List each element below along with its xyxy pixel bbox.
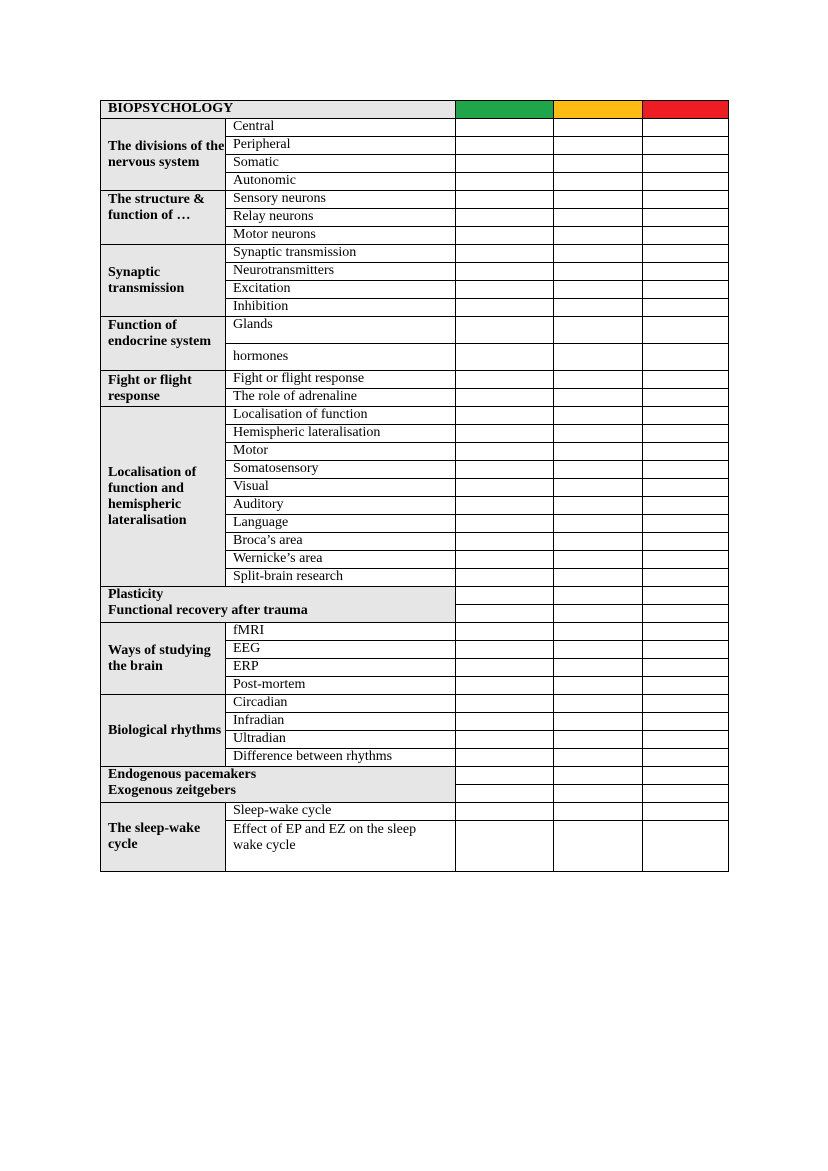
green-check-cell[interactable] (456, 479, 554, 497)
green-check-cell[interactable] (456, 533, 554, 551)
item-cell: Excitation (226, 281, 456, 299)
item-cell: Central (226, 119, 456, 137)
amber-check-cell[interactable] (554, 137, 643, 155)
green-check-cell[interactable] (456, 317, 554, 344)
green-check-cell[interactable] (456, 749, 554, 767)
green-check-cell[interactable] (456, 785, 554, 803)
category-line: Plasticity (108, 587, 164, 602)
green-check-cell[interactable] (456, 245, 554, 263)
red-check-cell[interactable] (643, 749, 729, 767)
item-cell: Infradian (226, 713, 456, 731)
amber-check-cell[interactable] (554, 515, 643, 533)
green-check-cell[interactable] (456, 227, 554, 245)
amber-check-cell[interactable] (554, 623, 643, 641)
category-line: Endogenous pacemakers (108, 767, 257, 782)
green-check-cell[interactable] (456, 209, 554, 227)
green-check-cell[interactable] (456, 281, 554, 299)
red-check-cell[interactable] (643, 119, 729, 137)
red-check-cell[interactable] (643, 425, 729, 443)
red-check-cell[interactable] (643, 461, 729, 479)
amber-check-cell[interactable] (554, 299, 643, 317)
amber-check-cell[interactable] (554, 587, 643, 605)
amber-check-cell[interactable] (554, 605, 643, 623)
green-check-cell[interactable] (456, 173, 554, 191)
item-cell: Sleep-wake cycle (226, 803, 456, 821)
amber-check-cell[interactable] (554, 497, 643, 515)
red-check-cell[interactable] (643, 785, 729, 803)
red-check-cell[interactable] (643, 389, 729, 407)
red-check-cell[interactable] (643, 587, 729, 605)
amber-check-cell[interactable] (554, 443, 643, 461)
green-check-cell[interactable] (456, 443, 554, 461)
red-check-cell[interactable] (643, 443, 729, 461)
item-cell: Motor (226, 443, 456, 461)
red-check-cell[interactable] (643, 479, 729, 497)
amber-check-cell[interactable] (554, 713, 643, 731)
green-check-cell[interactable] (456, 551, 554, 569)
item-cell: Effect of EP and EZ on the sleep wake cycle (226, 821, 456, 872)
amber-check-cell[interactable] (554, 767, 643, 785)
amber-header-cell (554, 101, 643, 119)
red-check-cell[interactable] (643, 533, 729, 551)
red-check-cell[interactable] (643, 155, 729, 173)
green-check-cell[interactable] (456, 137, 554, 155)
red-check-cell[interactable] (643, 551, 729, 569)
item-cell: Sensory neurons (226, 191, 456, 209)
amber-check-cell[interactable] (554, 407, 643, 425)
amber-check-cell[interactable] (554, 371, 643, 389)
item-cell: EEG (226, 641, 456, 659)
category-cell: Fight or flight response (101, 371, 226, 407)
table-row (101, 407, 729, 425)
red-check-cell[interactable] (643, 641, 729, 659)
amber-check-cell[interactable] (554, 749, 643, 767)
topic-checklist-table (100, 100, 729, 872)
category-cell: The divisions of the nervous system (101, 119, 226, 191)
green-check-cell[interactable] (456, 641, 554, 659)
amber-check-cell[interactable] (554, 209, 643, 227)
item-cell: Circadian (226, 695, 456, 713)
green-check-cell[interactable] (456, 659, 554, 677)
item-cell: Broca’s area (226, 533, 456, 551)
amber-check-cell[interactable] (554, 119, 643, 137)
green-check-cell[interactable] (456, 191, 554, 209)
amber-check-cell[interactable] (554, 191, 643, 209)
category-cell: Localisation of function and hemispheric lateralisation (101, 407, 226, 587)
red-check-cell[interactable] (643, 497, 729, 515)
green-check-cell[interactable] (456, 497, 554, 515)
item-cell: Autonomic (226, 173, 456, 191)
green-check-cell[interactable] (456, 677, 554, 695)
table-row (101, 695, 729, 713)
green-header-cell (456, 101, 554, 119)
amber-check-cell[interactable] (554, 551, 643, 569)
red-check-cell[interactable] (643, 371, 729, 389)
amber-check-cell[interactable] (554, 479, 643, 497)
green-check-cell[interactable] (456, 623, 554, 641)
red-check-cell[interactable] (643, 821, 729, 872)
green-check-cell[interactable] (456, 407, 554, 425)
amber-check-cell[interactable] (554, 155, 643, 173)
item-cell: Motor neurons (226, 227, 456, 245)
category-cell: Synaptic transmission (101, 245, 226, 317)
amber-check-cell[interactable] (554, 695, 643, 713)
amber-check-cell[interactable] (554, 425, 643, 443)
green-check-cell[interactable] (456, 803, 554, 821)
green-check-cell[interactable] (456, 344, 554, 371)
red-check-cell[interactable] (643, 344, 729, 371)
category-cell: The sleep-wake cycle (101, 803, 226, 872)
category-cell: Ways of studying the brain (101, 623, 226, 695)
red-check-cell[interactable] (643, 137, 729, 155)
amber-check-cell[interactable] (554, 281, 643, 299)
amber-check-cell[interactable] (554, 227, 643, 245)
item-cell: Language (226, 515, 456, 533)
item-cell: Ultradian (226, 731, 456, 749)
red-check-cell[interactable] (643, 227, 729, 245)
table-title: BIOPSYCHOLOGY (101, 101, 456, 119)
category-cell: The structure & function of … (101, 191, 226, 245)
table-row (101, 587, 729, 605)
amber-check-cell[interactable] (554, 389, 643, 407)
green-check-cell[interactable] (456, 821, 554, 872)
item-cell: Difference between rhythms (226, 749, 456, 767)
item-cell: Fight or flight response (226, 371, 456, 389)
red-check-cell[interactable] (643, 191, 729, 209)
red-check-cell[interactable] (643, 677, 729, 695)
red-check-cell[interactable] (643, 209, 729, 227)
item-cell: Peripheral (226, 137, 456, 155)
amber-check-cell[interactable] (554, 533, 643, 551)
amber-check-cell[interactable] (554, 803, 643, 821)
table-row (101, 623, 729, 641)
red-check-cell[interactable] (643, 713, 729, 731)
amber-check-cell[interactable] (554, 731, 643, 749)
amber-check-cell[interactable] (554, 344, 643, 371)
item-cell: fMRI (226, 623, 456, 641)
table-row (101, 371, 729, 389)
item-cell: Inhibition (226, 299, 456, 317)
category-cell: Function of endocrine system (101, 317, 226, 371)
amber-check-cell[interactable] (554, 461, 643, 479)
item-cell: Somatosensory (226, 461, 456, 479)
item-cell: Hemispheric lateralisation (226, 425, 456, 443)
category-line: Functional recovery after trauma (108, 603, 308, 618)
red-check-cell[interactable] (643, 245, 729, 263)
item-cell: Relay neurons (226, 209, 456, 227)
category-cell (101, 587, 456, 623)
table-row (101, 767, 729, 785)
item-cell: Auditory (226, 497, 456, 515)
green-check-cell[interactable] (456, 389, 554, 407)
red-check-cell[interactable] (643, 515, 729, 533)
red-check-cell[interactable] (643, 173, 729, 191)
green-check-cell[interactable] (456, 119, 554, 137)
item-cell: Visual (226, 479, 456, 497)
red-check-cell[interactable] (643, 605, 729, 623)
green-check-cell[interactable] (456, 587, 554, 605)
red-check-cell[interactable] (643, 767, 729, 785)
table-row (101, 191, 729, 209)
red-check-cell[interactable] (643, 695, 729, 713)
item-cell: Neurotransmitters (226, 263, 456, 281)
amber-check-cell[interactable] (554, 677, 643, 695)
green-check-cell[interactable] (456, 695, 554, 713)
item-cell: Localisation of function (226, 407, 456, 425)
red-check-cell[interactable] (643, 623, 729, 641)
red-check-cell[interactable] (643, 407, 729, 425)
category-cell (101, 767, 456, 803)
amber-check-cell[interactable] (554, 317, 643, 344)
red-check-cell[interactable] (643, 803, 729, 821)
amber-check-cell[interactable] (554, 659, 643, 677)
green-check-cell[interactable] (456, 515, 554, 533)
green-check-cell[interactable] (456, 461, 554, 479)
red-header-cell (643, 101, 729, 119)
category-cell: Biological rhythms (101, 695, 226, 767)
green-check-cell[interactable] (456, 263, 554, 281)
green-check-cell[interactable] (456, 371, 554, 389)
table-row (101, 317, 729, 344)
table-row (101, 803, 729, 821)
item-cell: Split-brain research (226, 569, 456, 587)
item-cell: The role of adrenaline (226, 389, 456, 407)
green-check-cell[interactable] (456, 299, 554, 317)
item-cell: Glands (226, 317, 456, 344)
item-cell: Synaptic transmission (226, 245, 456, 263)
item-cell: Somatic (226, 155, 456, 173)
header-row (101, 101, 729, 119)
item-cell: hormones (226, 344, 456, 371)
red-check-cell[interactable] (643, 299, 729, 317)
category-line: Exogenous zeitgebers (108, 783, 236, 798)
green-check-cell[interactable] (456, 425, 554, 443)
green-check-cell[interactable] (456, 605, 554, 623)
amber-check-cell[interactable] (554, 569, 643, 587)
amber-check-cell[interactable] (554, 785, 643, 803)
red-check-cell[interactable] (643, 731, 729, 749)
amber-check-cell[interactable] (554, 245, 643, 263)
amber-check-cell[interactable] (554, 641, 643, 659)
green-check-cell[interactable] (456, 767, 554, 785)
amber-check-cell[interactable] (554, 263, 643, 281)
amber-check-cell[interactable] (554, 173, 643, 191)
green-check-cell[interactable] (456, 155, 554, 173)
red-check-cell[interactable] (643, 317, 729, 344)
red-check-cell[interactable] (643, 263, 729, 281)
red-check-cell[interactable] (643, 281, 729, 299)
table-row (101, 119, 729, 137)
red-check-cell[interactable] (643, 659, 729, 677)
green-check-cell[interactable] (456, 731, 554, 749)
green-check-cell[interactable] (456, 569, 554, 587)
item-cell: ERP (226, 659, 456, 677)
green-check-cell[interactable] (456, 713, 554, 731)
item-cell: Post-mortem (226, 677, 456, 695)
red-check-cell[interactable] (643, 569, 729, 587)
table-row (101, 245, 729, 263)
amber-check-cell[interactable] (554, 821, 643, 872)
item-cell: Wernicke’s area (226, 551, 456, 569)
